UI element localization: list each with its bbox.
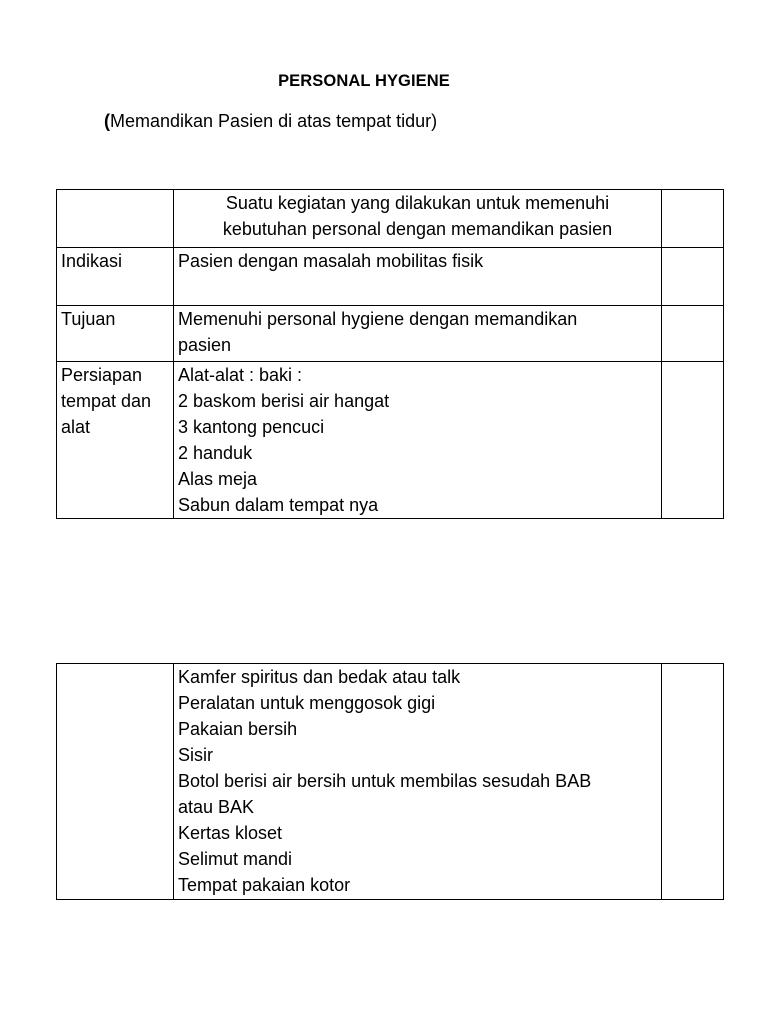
table-row-indikasi: [57, 248, 724, 306]
row-label: Tujuan: [61, 309, 116, 329]
row-content-cell: [174, 248, 662, 306]
content-line: Selimut mandi: [178, 849, 293, 869]
content-line: 2 baskom berisi air hangat: [178, 391, 390, 411]
content-line: Sabun dalam tempat nya: [178, 495, 379, 515]
row-label-cell: [57, 248, 174, 306]
table-row-tujuan: [57, 306, 724, 362]
content-line: Tempat pakaian kotor: [178, 875, 351, 895]
row-label-cell: [57, 306, 174, 362]
subtitle-open-paren: (: [104, 111, 110, 131]
definition-cell: [174, 190, 662, 248]
content-line: Peralatan untuk menggosok gigi: [178, 693, 436, 713]
content-line: Pasien dengan masalah mobilitas fisik: [178, 251, 484, 271]
procedure-table-2: [56, 663, 724, 900]
row-label: alat: [61, 417, 91, 437]
content-line: pasien: [178, 335, 232, 355]
row-content-cell: [174, 306, 662, 362]
document-title: PERSONAL HYGIENE: [278, 72, 450, 90]
content-line: Pakaian bersih: [178, 719, 298, 739]
definition-line: kebutuhan personal dengan memandikan pasien: [222, 219, 613, 239]
check-cell: [662, 664, 724, 900]
row-content-cell: [174, 664, 662, 900]
content-line: Kertas kloset: [178, 823, 283, 843]
row-label-cell: [57, 664, 174, 900]
content-line: 2 handuk: [178, 443, 253, 463]
row-label: tempat dan: [61, 391, 152, 411]
row-label: Persiapan: [61, 365, 143, 385]
content-line: 3 kantong pencuci: [178, 417, 325, 437]
definition-line: Suatu kegiatan yang dilakukan untuk memenuhi: [225, 193, 610, 213]
row-content-cell: [174, 362, 662, 519]
row-label: Indikasi: [61, 251, 123, 271]
content-line: Memenuhi personal hygiene dengan memandikan: [178, 309, 578, 329]
content-line: atau BAK: [178, 797, 255, 817]
document-subtitle: [104, 111, 437, 132]
check-cell: [662, 190, 724, 248]
check-cell: [662, 306, 724, 362]
row-label-cell: [57, 362, 174, 519]
content-line: Kamfer spiritus dan bedak atau talk: [178, 667, 461, 687]
subtitle-text: Memandikan Pasien di atas tempat tidur): [110, 111, 438, 131]
content-line: Alas meja: [178, 469, 258, 489]
table-row-equipment-continued: [57, 664, 724, 900]
content-line: Alat-alat : baki :: [178, 365, 303, 385]
content-line: Sisir: [178, 745, 213, 765]
content-line: Botol berisi air bersih untuk membilas sesudah BAB: [178, 771, 592, 791]
check-cell: [662, 362, 724, 519]
check-cell: [662, 248, 724, 306]
procedure-table-1: [56, 189, 724, 519]
table-row-definition: [57, 190, 724, 248]
table-row-persiapan: [57, 362, 724, 519]
row-label-cell: [57, 190, 174, 248]
